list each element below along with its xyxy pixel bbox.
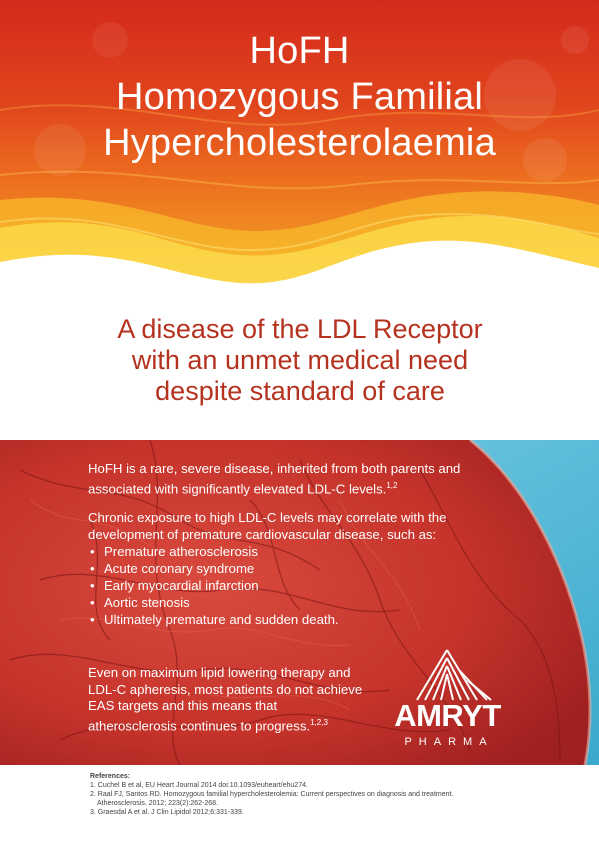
title-line-1: HoFH [249, 30, 350, 72]
list-item: • Early myocardial infarction [88, 577, 518, 594]
list-item: • Aortic stenosis [88, 594, 518, 611]
exposure-paragraph: Chronic exposure to high LDL-C levels may correlate with the development of premature cardiovascular disease, such as: [88, 510, 447, 543]
list-item: • Acute coronary syndrome [88, 560, 518, 577]
title-line-2: Homozygous Familial [115, 76, 484, 118]
treatment-paragraph [88, 665, 368, 734]
list-item: • Premature atherosclerosis [88, 543, 518, 560]
intro-reference: 1,2 [386, 481, 398, 490]
intro-paragraph [88, 460, 518, 497]
subtitle-line-2: with an unmet medical need [131, 345, 469, 375]
subtitle-line-3: despite standard of care [155, 376, 445, 406]
title-line-3: Hypercholesterolaemia [103, 122, 496, 164]
reference-item-continued: Atherosclerosis. 2012; 223(2):262-268. [97, 800, 219, 807]
page-title [0, 28, 599, 166]
reference-item: 3. Graesdal A et al. J Clin Lipidol 2012;6:331-339. [90, 809, 244, 816]
list-item: • Ultimately premature and sudden death. [88, 611, 518, 628]
references-heading: References: [90, 773, 131, 780]
references [90, 772, 560, 817]
body-copy [88, 460, 518, 628]
disease-list [88, 543, 518, 628]
logo-wordmark: AMRYT [394, 698, 501, 733]
treatment-text: Even on maximum lipid lowering therapy and LDL-C apheresis, most patients do not achieve EAS targets and this means that atherosclerosis continues to progress. [88, 665, 363, 733]
subtitle-line-1: A disease of the LDL Receptor [117, 314, 483, 344]
reference-item: 1. Cuchel B et al, EU Heart Journal 2014 doi:10.1093/euheart/ehu274. [90, 782, 308, 789]
subtitle [60, 314, 540, 407]
treatment-reference: 1,2,3 [310, 717, 328, 727]
logo-mark-icon [375, 648, 520, 704]
intro-text: HoFH is a rare, severe disease, inherited from both parents and associated with significantly elevated LDL-C levels. [88, 461, 461, 497]
amryt-logo [375, 648, 520, 758]
logo-tagline: PHARMA [404, 736, 494, 748]
reference-item: 2. Raal FJ, Santos RD. Homozygous familial hypercholesterolemia: Current perspectives on diagnosis and treatment. [90, 791, 454, 798]
